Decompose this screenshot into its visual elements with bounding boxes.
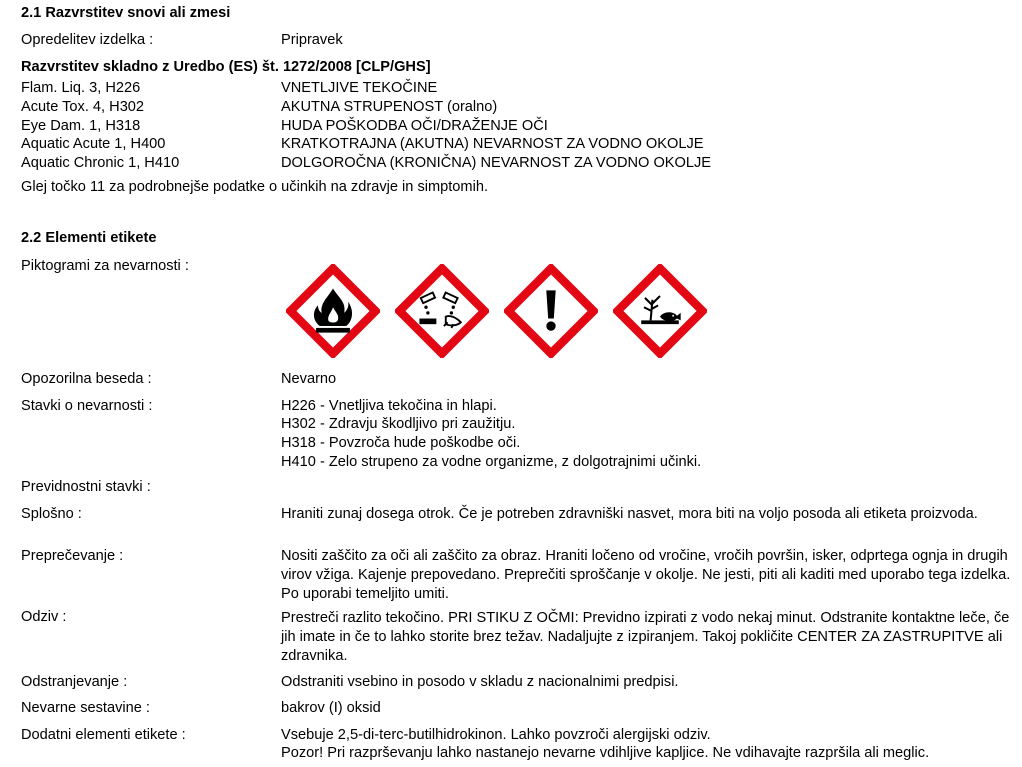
- classification-desc: AKUTNA STRUPENOST (oralno): [281, 99, 498, 115]
- hazard-statements-label: Stavki o nevarnosti :: [21, 398, 153, 414]
- section-heading-2-2: 2.2 Elementi etikete: [21, 230, 157, 246]
- hazard-statement: H318 - Povzroča hude poškodbe oči.: [281, 435, 521, 451]
- hazard-statement: H410 - Zelo strupeno za vodne organizme, z dolgotrajnimi učinki.: [281, 454, 702, 470]
- product-value: Pripravek: [281, 32, 343, 48]
- section-heading-2-1: 2.1 Razvrstitev snovi ali zmesi: [21, 5, 231, 21]
- environment-icon: [613, 264, 707, 358]
- additional-element-line: Pozor! Pri razprševanju lahko nastanejo nevarne vdihljive kapljice. Ne vdihavajte razpršila ali meglic.: [281, 745, 930, 761]
- additional-elements-label: Dodatni elementi etikete :: [21, 727, 186, 743]
- hazard-statement: H226 - Vnetljiva tekočina in hlapi.: [281, 398, 497, 414]
- disposal-text: Odstraniti vsebino in posodo v skladu z nacionalnimi predpisi.: [281, 674, 679, 690]
- exclamation-icon: [504, 264, 598, 358]
- see-section-11-note: Glej točko 11 za podrobnejše podatke o učinkih na zdravje in simptomih.: [21, 179, 488, 195]
- general-label: Splošno :: [21, 506, 82, 522]
- signal-word-label: Opozorilna beseda :: [21, 371, 152, 387]
- clp-heading: Razvrstitev skladno z Uredbo (ES) št. 1272/2008 [CLP/GHS]: [21, 59, 431, 75]
- classification-code: Acute Tox. 4, H302: [21, 99, 145, 115]
- disposal-label: Odstranjevanje :: [21, 674, 128, 690]
- classification-desc: VNETLJIVE TEKOČINE: [281, 80, 438, 96]
- classification-code: Aquatic Acute 1, H400: [21, 136, 166, 152]
- hazardous-components-label: Nevarne sestavine :: [21, 700, 150, 716]
- ghs-pictograms: [286, 264, 707, 358]
- classification-code: Aquatic Chronic 1, H410: [21, 155, 180, 171]
- classification-code: Eye Dam. 1, H318: [21, 118, 141, 134]
- hazard-statement: H302 - Zdravju škodljivo pri zaužitju.: [281, 416, 516, 432]
- classification-desc: HUDA POŠKODBA OČI/DRAŽENJE OČI: [281, 118, 548, 134]
- prevention-text: Nositi zaščito za oči ali zaščito za obraz. Hraniti ločeno od vročine, vročih površin, isker, odprtega ognja in drugih virov vžiga. Kajenje prepovedano. Preprečiti sproščanje v okolje. Ne jesti, piti ali kaditi med uporabo tega izdelka. Po uporabi temeljito umiti.: [281, 548, 1011, 602]
- product-label: Opredelitev izdelka :: [21, 32, 154, 48]
- classification-code: Flam. Liq. 3, H226: [21, 80, 141, 96]
- flame-icon: [286, 264, 380, 358]
- corrosion-icon: [395, 264, 489, 358]
- signal-word-value: Nevarno: [281, 371, 337, 387]
- prevention-label: Preprečevanje :: [21, 548, 124, 564]
- response-label: Odziv :: [21, 609, 67, 625]
- precautionary-label: Previdnostni stavki :: [21, 479, 151, 495]
- pictograms-label: Piktogrami za nevarnosti :: [21, 258, 189, 274]
- classification-desc: KRATKOTRAJNA (AKUTNA) NEVARNOST ZA VODNO OKOLJE: [281, 136, 704, 152]
- classification-desc: DOLGOROČNA (KRONIČNA) NEVARNOST ZA VODNO OKOLJE: [281, 155, 712, 171]
- general-text: Hraniti zunaj dosega otrok. Če je potreben zdravniški nasvet, mora biti na voljo posoda ali etiketa proizvoda.: [281, 506, 978, 522]
- additional-element-line: Vsebuje 2,5-di-terc-butilhidrokinon. Lahko povzroči alergijski odziv.: [281, 727, 711, 743]
- hazardous-components-value: bakrov (I) oksid: [281, 700, 381, 716]
- response-text: Prestreči razlito tekočino. PRI STIKU Z OČMI: Previdno izpirati z vodo nekaj minut. Odstranite kontaktne leče, če jih imate in če to lahko storite brez težav. Nadaljujte z izpiranjem. Takoj pokličite CENTER ZA ZASTRUPITVE ali zdravnika.: [281, 610, 1010, 664]
